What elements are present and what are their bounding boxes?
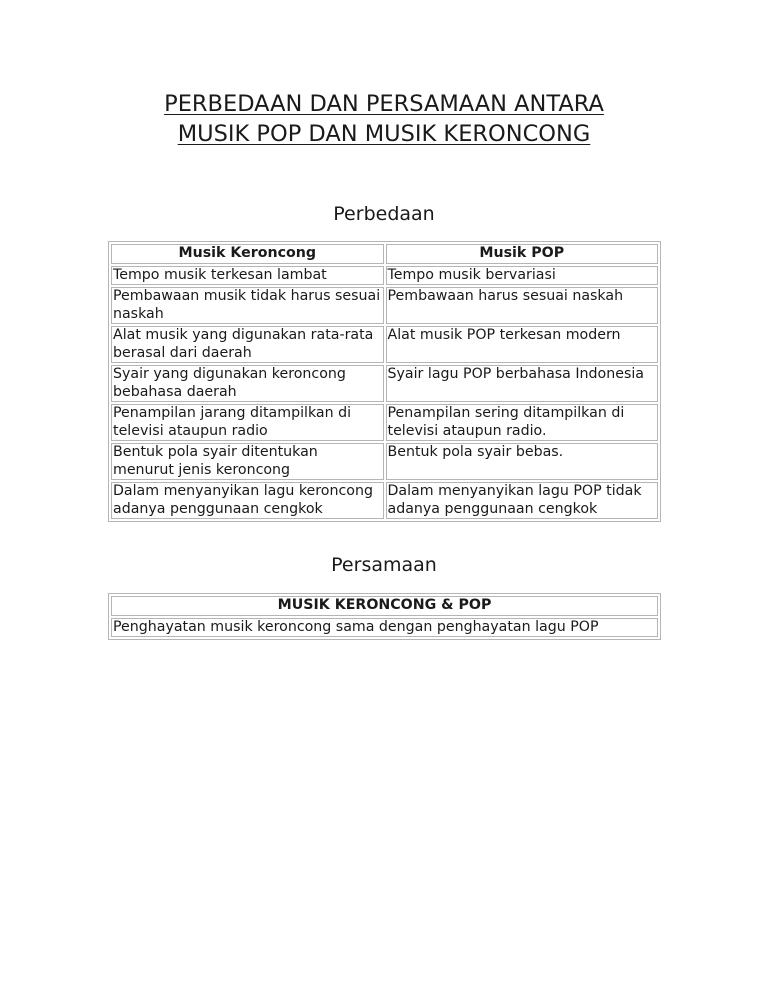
table-cell-pop: Alat musik POP terkesan modern [386,326,659,363]
table-cell-keroncong: Penampilan jarang ditampilkan di televisi ataupun radio [111,404,384,441]
table-row [111,365,658,402]
table-cell-keroncong: Pembawaan musik tidak harus sesuai naskah [111,287,384,324]
column-header-keroncong-pop: MUSIK KERONCONG & POP [111,596,658,616]
table-row [111,618,658,638]
table-header-row [111,244,658,264]
document-title-line-2: MUSIK POP DAN MUSIK KERONCONG [177,121,591,147]
table-cell-pop: Penampilan sering ditampilkan di televisi ataupun radio. [386,404,659,441]
table-cell-pop: Dalam menyanyikan lagu POP tidak adanya penggunaan cengkok [386,482,659,519]
table-header-row [111,596,658,616]
perbedaan-table [108,241,661,522]
table-cell-persamaan: Penghayatan musik keroncong sama dengan penghayatan lagu POP [111,618,658,638]
document-title-line-1: PERBEDAAN DAN PERSAMAAN ANTARA [164,91,604,117]
table-cell-keroncong: Bentuk pola syair ditentukan menurut jenis keroncong [111,443,384,480]
table-cell-keroncong: Syair yang digunakan keroncong bebahasa daerah [111,365,384,402]
table-row [111,482,658,519]
column-header-keroncong: Musik Keroncong [111,244,384,264]
column-header-pop: Musik POP [386,244,659,264]
table-cell-keroncong: Tempo musik terkesan lambat [111,266,384,286]
perbedaan-heading: Perbedaan [333,203,435,225]
table-cell-keroncong: Dalam menyanyikan lagu keroncong adanya penggunaan cengkok [111,482,384,519]
table-row [111,404,658,441]
persamaan-table [108,593,661,640]
table-row [111,326,658,363]
table-row [111,266,658,286]
table-cell-pop: Bentuk pola syair bebas. [386,443,659,480]
table-cell-keroncong: Alat musik yang digunakan rata-rata berasal dari daerah [111,326,384,363]
table-cell-pop: Pembawaan harus sesuai naskah [386,287,659,324]
table-cell-pop: Syair lagu POP berbahasa Indonesia [386,365,659,402]
table-cell-pop: Tempo musik bervariasi [386,266,659,286]
document-title [0,89,768,149]
persamaan-heading: Persamaan [331,554,437,576]
table-row [111,443,658,480]
table-row [111,287,658,324]
